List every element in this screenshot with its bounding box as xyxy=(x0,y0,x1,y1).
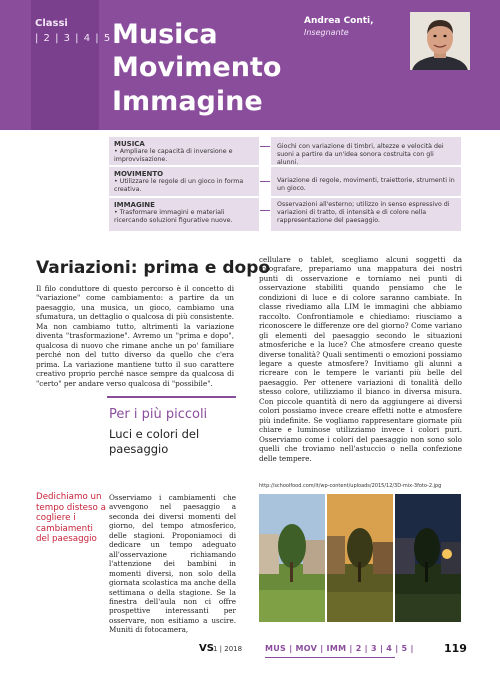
article-column-middle: Osserviamo i cambiamenti che avvengono nel paesaggio a seconda dei diversi momenti del giorno, del tempo atmosferico, delle stagioni. Proponiamoci di dedicare un tempo adeguato all'osservazione richiamando l'attenzione dei bambini in momenti diversi, non solo della giornata scolastica ma anche della settimana o della stagione. Se la finestra dell'aula non ci offre prospettive interessanti per osservare, non esitiamo a uscire. Muniti di fotocamera, xyxy=(109,493,236,635)
page-number: 119 xyxy=(444,642,467,655)
objective-movimento xyxy=(109,167,461,196)
title-movimento: Movimento xyxy=(112,52,282,83)
author-name: Andrea Conti, xyxy=(304,16,374,26)
photo-source-url: http://schoolfood.com/it/wp-content/uploads/2015/12/3D-mix-3foto-2.jpg xyxy=(259,483,442,489)
objective-activity: Osservazioni all'esterno; utilizzo in senso espressivo di variazioni di tratto, di intensità e di colore nella rappresentazione del paesaggio. xyxy=(271,198,461,231)
classi-numbers: | 2 | 3 | 4 | 5 | xyxy=(35,33,120,44)
section-label: Per i più piccoli xyxy=(109,407,208,422)
objective-activity: Variazione di regole, movimenti, traiettorie, strumenti in un gioco. xyxy=(271,167,461,196)
objective-label: MOVIMENTO xyxy=(114,170,164,178)
footer-rule xyxy=(265,657,395,658)
article-intro: Il filo conduttore di questo percorso è il concetto di "variazione" come cambiamento: a partire da un paesaggio, una musica, un gioco, cambiamo una sfumatura, un dettaglio o qualcosa di più consistente. Ma non cambiamo tutto, altrimenti la variazione diventa "trasformazione". Avremo un "prima e dopo", qualcosa di nuovo che rimane anche un po' familiare perché non del tutto diverso da quello che c'era prima. La variazione mantiene tutto il suo carattere creativo proprio perché nasce sempre da qualcosa di "certo" per andare verso qualcosa di "possibile". xyxy=(36,284,234,388)
objective-label: MUSICA xyxy=(114,140,145,148)
objective-immagine xyxy=(109,198,461,231)
title-immagine: Immagine xyxy=(112,86,263,117)
objective-goal: • Ampliare le capacità di inversione e improvvisazione. xyxy=(114,148,233,163)
article-column-right: cellulare o tablet, scegliamo alcuni soggetti da fotografare, prepariamo una mappatura dei nostri punti di osservazione e torniamo nei punti di osservazione stabiliti quando pensiamo che le condizioni di luce e di colore saranno cambiate. In classe rivediamo alla LIM le immagini che abbiamo raccolto. Confrontiamole e chiediamo: riusciamo a riconoscere le differenze ore del giorno? Come variano gli elementi del paesaggio secondo le situazioni atmosferiche e la luce? Che atmosfere creano queste diverse tonalità? Quali sentimenti o emozioni possiamo legare a queste atmosfere? Invitiamo gli alunni a ricreare con le tempere le varianti più belle del paesaggio. Per ottenere variazioni di tonalità dello stesso colore, utilizziamo il bianco in diversa misura. Con piccole quantità di nero da aggiungere ai diversi colori possiamo invece creare effetti notte e atmosfere più indefinite. Se vogliamo rappresentare giornate più chiare e luminose utilizziamo invece i colori puri. Osserviamo come i colori del paesaggio non sono solo quelli che troviamo nell'astuccio o nella confezione delle tempere. xyxy=(259,255,462,463)
objective-goal: • Trasformare immagini e materiali ricercando soluzioni figurative nuove. xyxy=(114,209,233,224)
section-rule xyxy=(107,396,236,398)
objective-musica xyxy=(109,137,461,165)
issue-number: 1 | 2018 xyxy=(213,645,243,653)
landscape-photos xyxy=(259,494,462,622)
objective-label: IMMAGINE xyxy=(114,201,155,209)
objective-goal: • Utilizzare le regole di un gioco in forma creativa. xyxy=(114,178,244,193)
landscape-photo-day xyxy=(259,494,325,622)
connector-line xyxy=(260,181,270,182)
connector-line xyxy=(260,146,270,147)
connector-line xyxy=(260,210,270,211)
landscape-photo-sunset xyxy=(327,494,393,622)
header-band xyxy=(0,0,500,130)
author-info xyxy=(304,16,412,62)
author-photo xyxy=(410,12,470,70)
landscape-photo-night xyxy=(395,494,461,622)
subject-code: MUS | MOV | IMM | 2 | 3 | 4 | 5 | xyxy=(265,644,414,653)
classi-label: Classi xyxy=(35,18,68,29)
section-subtitle: Luci e colori del paesaggio xyxy=(109,427,200,456)
magazine-logo: VS xyxy=(199,643,214,654)
page-footer xyxy=(0,640,500,660)
author-role: Insegnante xyxy=(304,28,349,37)
objective-activity: Giochi con variazione di timbri, altezze e velocità dei suoni a partire da un'idea sonora costruita con gli alunni. xyxy=(271,137,461,165)
article-title: Variazioni: prima e dopo xyxy=(36,258,271,278)
pull-quote: Dedichiamo un tempo disteso a cogliere i cambiamenti del paesaggio xyxy=(36,492,106,544)
title-musica: Musica xyxy=(112,19,218,50)
